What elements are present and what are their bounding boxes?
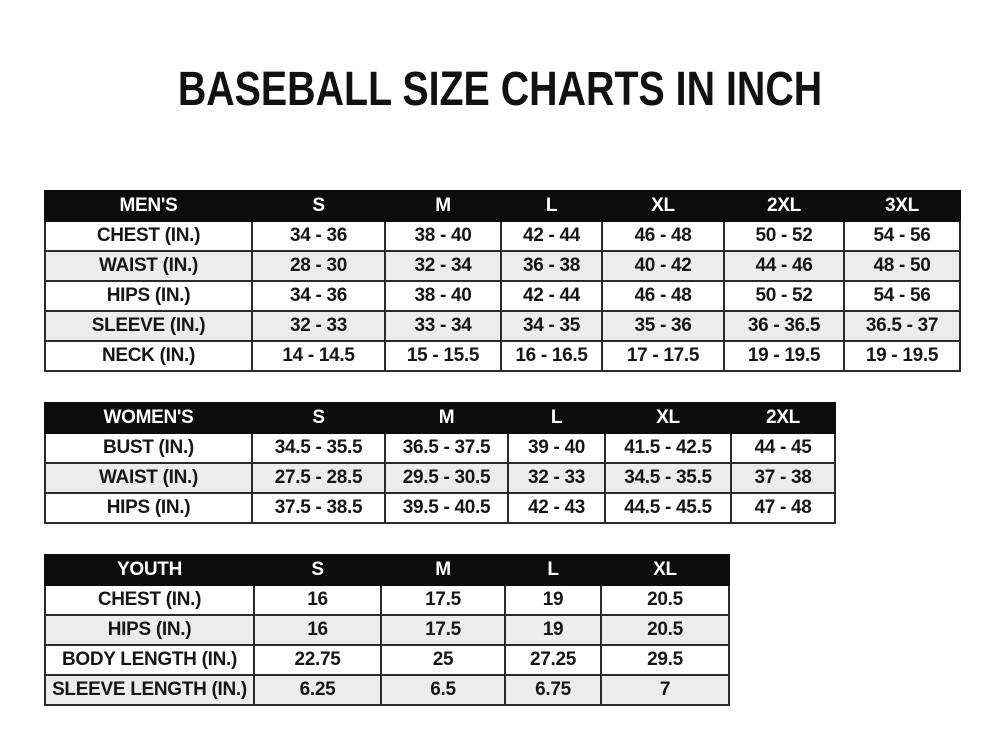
table-cell: 32 - 33 [508,463,605,493]
table-cell: 17.5 [381,585,505,615]
table-cell: 44 - 45 [731,433,835,463]
column-header-m: M [385,403,508,433]
column-header-3xl: 3XL [844,191,960,221]
page-title: BASEBALL SIZE CHARTS IN INCH [177,63,823,116]
table-cell: 33 - 34 [385,311,501,341]
column-header-2xl: 2XL [731,403,835,433]
table-cell: 36 - 36.5 [724,311,844,341]
column-header-m: M [385,191,501,221]
table-row [45,585,729,615]
column-header-s: S [254,555,381,585]
table-cell: 39.5 - 40.5 [385,493,508,523]
table-cell: 48 - 50 [844,251,960,281]
table-cell: 25 [381,645,505,675]
table-cell: 41.5 - 42.5 [605,433,731,463]
table-cell: 54 - 56 [844,281,960,311]
table-cell: 38 - 40 [385,281,501,311]
column-header-m: M [381,555,505,585]
table-cell: 40 - 42 [602,251,724,281]
table-cell: 15 - 15.5 [385,341,501,371]
table-cell: 34.5 - 35.5 [252,433,385,463]
table-cell: 35 - 36 [602,311,724,341]
table-cell: 38 - 40 [385,221,501,251]
table-cell: 19 - 19.5 [844,341,960,371]
row-label: NECK (IN.) [45,341,252,371]
youth-table-title: YOUTH [45,555,254,585]
column-header-s: S [252,191,385,221]
table-row [45,341,960,371]
column-header-2xl: 2XL [724,191,844,221]
mens-table-title: MEN'S [45,191,252,221]
table-cell: 19 [505,615,601,645]
row-label: BUST (IN.) [45,433,252,463]
table-header-row [45,555,729,585]
youth-size-table [44,554,730,706]
table-cell: 27.25 [505,645,601,675]
column-header-l: L [508,403,605,433]
table-cell: 34 - 35 [501,311,602,341]
row-label: SLEEVE (IN.) [45,311,252,341]
table-row [45,251,960,281]
table-cell: 28 - 30 [252,251,385,281]
table-cell: 37 - 38 [731,463,835,493]
table-cell: 50 - 52 [724,281,844,311]
table-row [45,433,835,463]
table-cell: 32 - 34 [385,251,501,281]
table-cell: 20.5 [601,615,729,645]
table-cell: 7 [601,675,729,705]
table-cell: 19 - 19.5 [724,341,844,371]
table-cell: 16 [254,615,381,645]
table-cell: 29.5 [601,645,729,675]
table-cell: 27.5 - 28.5 [252,463,385,493]
table-cell: 36.5 - 37.5 [385,433,508,463]
table-cell: 20.5 [601,585,729,615]
row-label: HIPS (IN.) [45,615,254,645]
table-cell: 44 - 46 [724,251,844,281]
table-cell: 6.75 [505,675,601,705]
table-cell: 50 - 52 [724,221,844,251]
table-cell: 34 - 36 [252,281,385,311]
table-cell: 39 - 40 [508,433,605,463]
table-row [45,615,729,645]
column-header-xl: XL [601,555,729,585]
table-cell: 44.5 - 45.5 [605,493,731,523]
table-cell: 36.5 - 37 [844,311,960,341]
table-cell: 46 - 48 [602,281,724,311]
table-cell: 36 - 38 [501,251,602,281]
table-cell: 34.5 - 35.5 [605,463,731,493]
table-header-row [45,191,960,221]
table-cell: 16 [254,585,381,615]
table-cell: 37.5 - 38.5 [252,493,385,523]
table-cell: 54 - 56 [844,221,960,251]
table-cell: 42 - 44 [501,281,602,311]
table-cell: 22.75 [254,645,381,675]
table-row [45,281,960,311]
column-header-l: L [505,555,601,585]
row-label: WAIST (IN.) [45,463,252,493]
table-cell: 42 - 43 [508,493,605,523]
row-label: HIPS (IN.) [45,281,252,311]
column-header-s: S [252,403,385,433]
table-cell: 47 - 48 [731,493,835,523]
womens-size-table [44,402,836,524]
mens-size-table [44,190,961,372]
row-label: BODY LENGTH (IN.) [45,645,254,675]
table-row [45,675,729,705]
table-cell: 16 - 16.5 [501,341,602,371]
table-cell: 19 [505,585,601,615]
table-cell: 6.25 [254,675,381,705]
table-cell: 42 - 44 [501,221,602,251]
row-label: WAIST (IN.) [45,251,252,281]
table-cell: 32 - 33 [252,311,385,341]
table-row [45,463,835,493]
table-row [45,221,960,251]
table-cell: 17.5 [381,615,505,645]
table-row [45,311,960,341]
row-label: HIPS (IN.) [45,493,252,523]
table-cell: 14 - 14.5 [252,341,385,371]
table-row [45,493,835,523]
column-header-xl: XL [602,191,724,221]
table-cell: 46 - 48 [602,221,724,251]
table-cell: 6.5 [381,675,505,705]
column-header-l: L [501,191,602,221]
table-cell: 17 - 17.5 [602,341,724,371]
row-label: CHEST (IN.) [45,221,252,251]
table-header-row [45,403,835,433]
womens-table-title: WOMEN'S [45,403,252,433]
row-label: CHEST (IN.) [45,585,254,615]
table-row [45,645,729,675]
table-cell: 34 - 36 [252,221,385,251]
column-header-xl: XL [605,403,731,433]
table-cell: 29.5 - 30.5 [385,463,508,493]
row-label: SLEEVE LENGTH (IN.) [45,675,254,705]
